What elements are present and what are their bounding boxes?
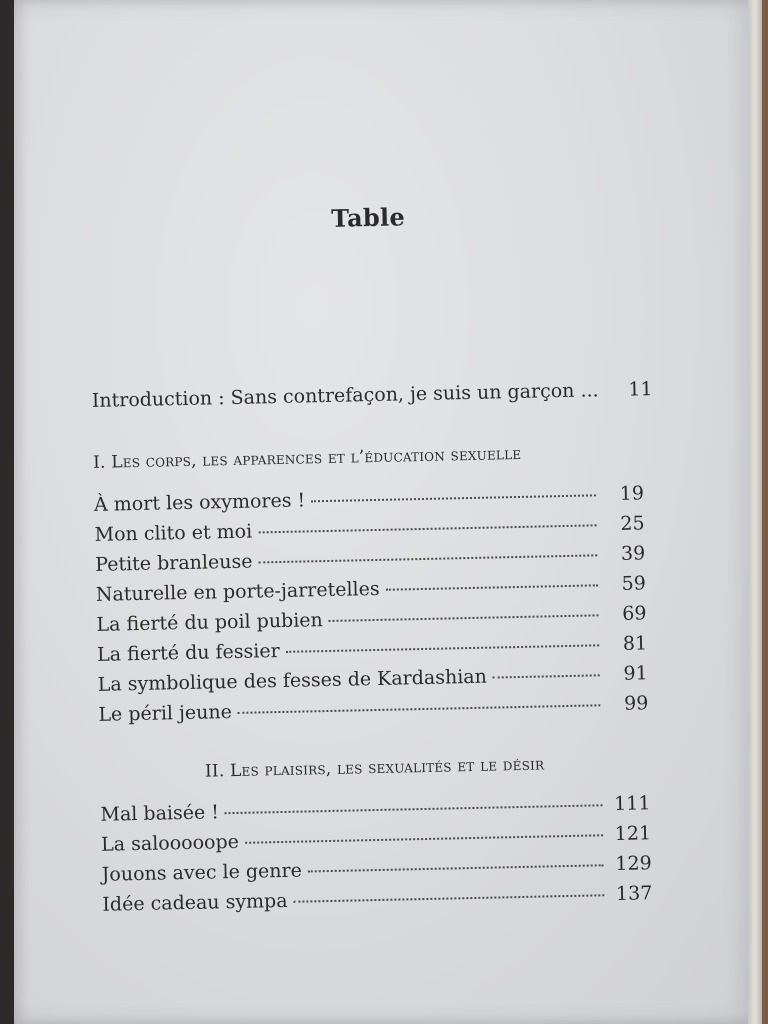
toc-leader xyxy=(386,583,598,590)
toc-leader xyxy=(294,893,605,903)
toc-leader xyxy=(308,863,604,872)
toc-entry-label: Mal baisée ! xyxy=(100,801,220,826)
toc-entry-label: Petite branleuse xyxy=(95,550,253,576)
toc-entry xyxy=(100,791,650,827)
toc-entry-label: Naturelle en porte-jarretelles xyxy=(95,577,380,606)
toc-leader xyxy=(238,703,601,714)
toc-entry-label: Jouons avec le genre xyxy=(101,859,303,886)
book-page xyxy=(14,0,762,1024)
toc-entry-label: La symbolique des fesses de Kardashian xyxy=(97,665,488,696)
toc-leader xyxy=(258,523,596,533)
toc-entry-label: Idée cadeau sympa xyxy=(102,889,288,916)
toc-leader xyxy=(311,493,596,502)
toc-entry-label: À mort les oxymores ! xyxy=(93,489,306,516)
toc-page-number: 91 xyxy=(623,662,648,685)
toc-entry-label: Introduction : Sans contrefaçon, je suis un garçon ... xyxy=(91,379,599,412)
toc-entry xyxy=(94,511,644,547)
section-heading-2: II. Les plaisirs, les sexualités et le désir xyxy=(204,754,545,782)
toc-entry-label: Mon clito et moi xyxy=(94,520,253,546)
page-edge xyxy=(748,0,762,1024)
toc-leader xyxy=(286,643,599,653)
toc-leader xyxy=(493,673,600,678)
toc-page-number: 121 xyxy=(614,822,652,846)
toc-entry xyxy=(94,481,644,517)
toc-leader xyxy=(258,553,597,563)
toc-leader xyxy=(329,613,599,622)
page-title: Table xyxy=(330,202,406,233)
toc-entry xyxy=(96,601,646,637)
toc-page-number: 39 xyxy=(620,542,646,565)
toc-page-number: 69 xyxy=(622,602,647,625)
toc-entry xyxy=(96,571,646,607)
toc-entry-label: La fierté du fessier xyxy=(96,640,280,666)
toc-page-number: 19 xyxy=(619,482,645,505)
toc-entry xyxy=(97,631,647,667)
toc-page-number: 111 xyxy=(613,792,651,816)
toc-page-number: 81 xyxy=(622,632,648,655)
toc-entry xyxy=(98,691,648,727)
table-of-contents xyxy=(84,0,665,1024)
toc-page-number: 25 xyxy=(620,512,645,535)
toc-entry xyxy=(101,821,651,857)
toc-leader xyxy=(225,803,603,814)
toc-entry xyxy=(95,541,645,577)
toc-page-number: 99 xyxy=(623,692,649,715)
toc-leader xyxy=(245,833,603,844)
toc-entry xyxy=(102,851,652,887)
toc-entry xyxy=(102,881,652,917)
toc-page-number: 137 xyxy=(615,882,653,906)
toc-entry-label: La fierté du poil pubien xyxy=(96,609,323,636)
toc-page-number: 129 xyxy=(615,852,652,876)
toc-entry xyxy=(98,661,648,697)
toc-entry-label: La salooooope xyxy=(100,830,240,856)
section-heading-1: I. Les corps, les apparences et l’éducation sexuelle xyxy=(92,443,522,473)
toc-entry-label: Le péril jeune xyxy=(98,701,233,726)
toc-entry-introduction xyxy=(91,377,653,413)
toc-page-number: 59 xyxy=(621,572,647,595)
toc-page-number: 11 xyxy=(628,378,653,401)
